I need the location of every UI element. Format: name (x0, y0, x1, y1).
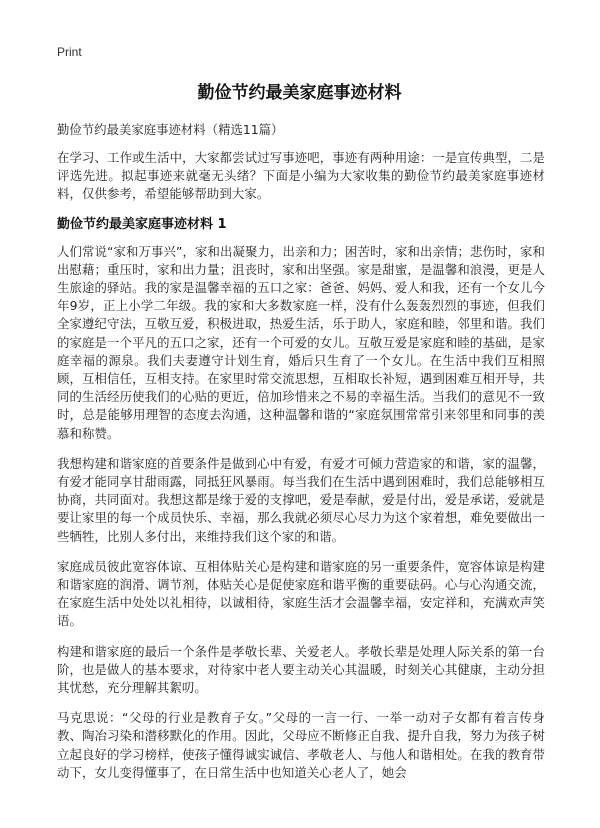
body-paragraph: 我想构建和谐家庭的首要条件是做到心中有爱，有爱才可倾力营造家的和谐，家的温馨，有爱才能同享甘甜雨露，同抵狂风暴雨。每当我们在生活中遇到困难时，我们总能够相互协商，共同面对。我想这都是缘于爱的支撑吧，爱是奉献，爱是付出，爱是承诺，爱就是要让家里的每一个成员快乐、幸福，那么我就必须尽心尽力为这个家着想，难免要做出一些牺牲，比别人多付出，来维持我们这个家的和谐。 (57, 455, 545, 544)
document-body (57, 149, 545, 794)
intro-paragraph: 在学习、工作或生活中，大家都尝试过写事迹吧，事迹有两种用途：一是宣传典型，二是评选先进。拟起事迹来就毫无头绪？下面是小编为大家收集的勤俭节约最美家庭事迹材料，仅供参考，希望能够帮助到大家。 (57, 150, 545, 202)
document-title: 勤俭节约最美家庭事迹材料 (197, 83, 402, 103)
body-paragraph: 构建和谐家庭的最后一个条件是孝敬长辈、关爱老人。孝敬长辈是处理人际关系的第一台阶，也是做人的基本要求，对待家中老人要主动关心其温暖，时刻关心其健康，主动分担其忧愁，充分理解其絮叨。 (57, 643, 545, 696)
body-paragraph: 家庭成员彼此宽容体谅、互相体贴关心是构建和谐家庭的另一重要条件，宽容体谅是构建和谐家庭的润滑、调节剂，体贴关心是促使家庭和谐平衡的重要砝码。心与心沟通交流，在家庭生活中处处以礼相待，以诚相待，家庭生活才会温馨幸福，安定祥和，充满欢声笑语。 (57, 558, 545, 629)
body-paragraph: 马克思说：“父母的行业是教育子女。”父母的一言一行、一举一动对子女都有着言传身教、陶冶习染和潜移默化的作用。因此，父母应不断修正自我、提升自我，努力为孩子树立起良好的学习榜样，使孩子懂得诚实诚信、孝敬老人、与他人和谐相处。在我的教育带动下，女儿变得懂事了，在日常生活中也知道关心老人了，她会 (57, 710, 545, 780)
print-link[interactable]: Print (57, 45, 82, 59)
document-subtitle: 勤俭节约最美家庭事迹材料（精选11篇） (57, 122, 284, 137)
body-paragraph: 人们常说“家和万事兴”，家和出凝聚力，出亲和力；困苦时，家和出亲情；悲伤时，家和出慰藉；重压时，家和出力量；沮丧时，家和出坚强。家是甜蜜，是温馨和浪漫，更是人生旅途的驿站。我的家是温馨幸福的五口之家：爸爸、妈妈、爱人和我，还有一个女儿今年9岁，正上小学二年级。我的家和大多数家庭一样，没有什么轰轰烈烈的事迹，但我们全家遵纪守法，互敬互爱，积极进取，热爱生活，乐于助人，家庭和睦，邻里和谐。我们的家庭是一个平凡的五口之家，还有一个可爱的女儿。互敬互爱是家庭和睦的基础，是家庭幸福的源泉。我们夫妻遵守计划生育，婚后只生育了一个女儿。在生活中我们互相照顾，互相信任，互相支持。在家里时常交流思想，互相取长补短，遇到困难互相开导，共同的生活经历使我们的心贴的更近，倍加珍惜来之不易的幸福生活。当我们的意见不一致时，总是能够用理智的态度去沟通，这种温馨和谐的“家庭氛围常常引来邻里和同事的羡慕和称赞。 (57, 243, 545, 441)
section-heading: 勤俭节约最美家庭事迹材料 1 (57, 216, 227, 232)
